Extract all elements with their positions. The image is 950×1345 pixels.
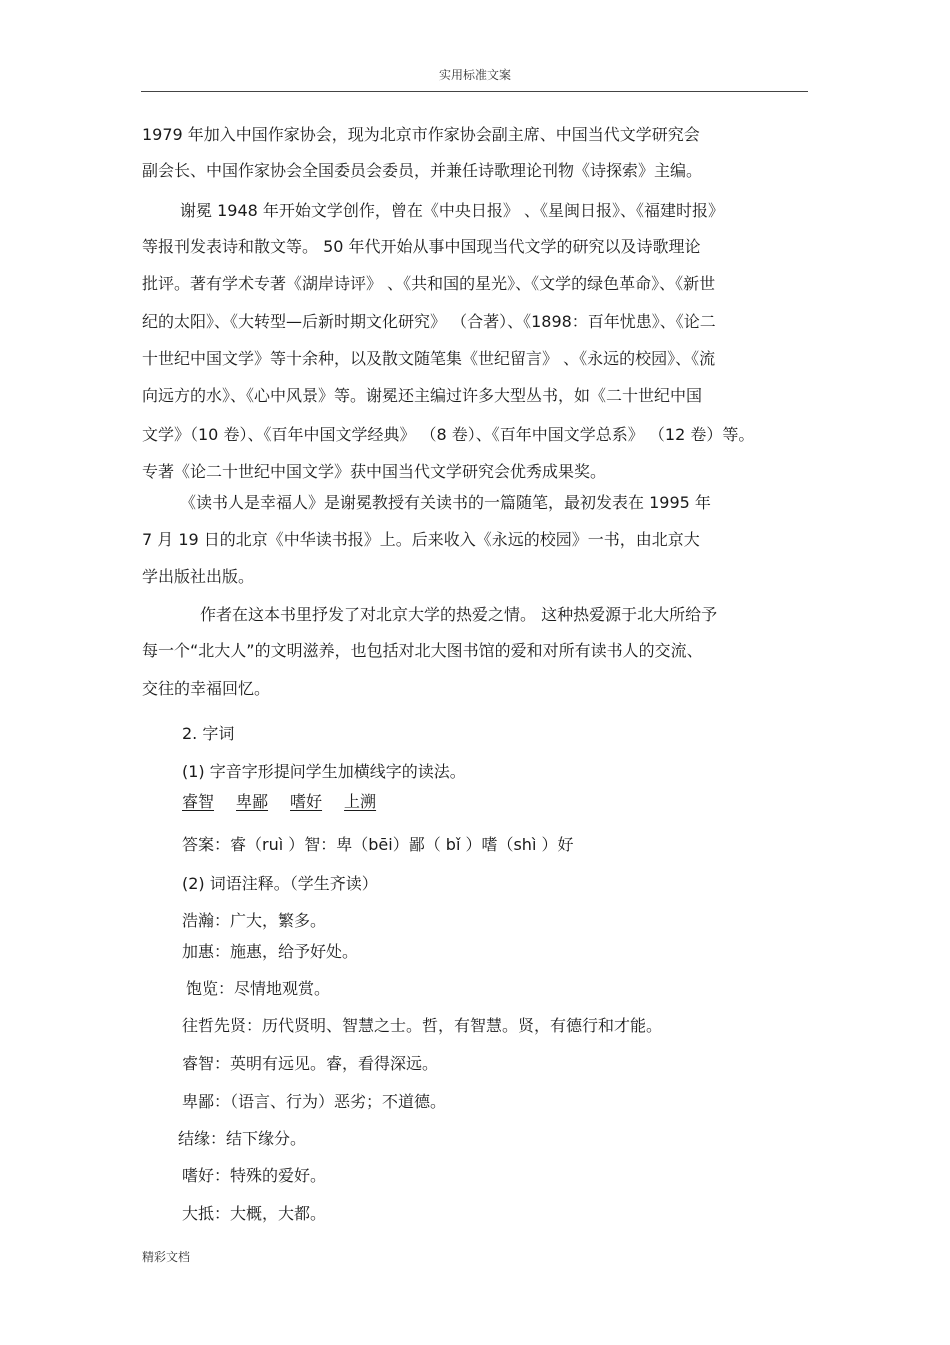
paragraph-line: 谢冕 1948 年开始文学创作，曾在《中央日报》 、《星闽日报》、《福建时报》 [180,201,724,220]
paragraph-line: 《读书人是幸福人》是谢冕教授有关读书的一篇随笔，最初发表在 1995 年 [180,493,711,512]
section-heading: 2. 字词 [182,724,235,743]
header-divider [141,91,808,92]
underlined-word: 卑鄙 [236,792,269,811]
answer-line: 答案：睿（ruì ）智：卑（bēi）鄙（ bǐ ）嗜（shì ）好 [182,835,574,854]
paragraph-line: 作者在这本书里抒发了对北京大学的热爱之情。 这种热爱源于北大所给予 [200,605,718,624]
glossary-item: 浩瀚：广大，繁多。 [182,911,327,930]
paragraph-line: 等报刊发表诗和散文等。 50 年代开始从事中国现当代文学的研究以及诗歌理论 [142,237,701,256]
paragraph-line: 专著《论二十世纪中国文学》获中国当代文学研究会优秀成果奖。 [142,462,607,481]
glossary-item: 饱览：尽情地观赏。 [186,979,331,998]
paragraph-line: 1979 年加入中国作家协会，现为北京市作家协会副主席、中国当代文学研究会 [142,125,700,144]
paragraph-line: 学出版社出版。 [142,567,255,586]
page-footer: 精彩文档 [142,1250,191,1264]
question-line: (1) 字音字形提问学生加横线字的读法。 [182,762,466,781]
paragraph-line: 纪的太阳》、《大转型—后新时期文化研究》 （合著）、《1898：百年忧患》、《论二 [142,312,716,331]
glossary-item: 嗜好：特殊的爱好。 [182,1166,327,1185]
glossary-item: 结缘：结下缘分。 [178,1129,307,1148]
underlined-word: 睿智 [182,792,215,811]
paragraph-line: 批评。著有学术专著《湖岸诗评》 、《共和国的星光》、《文学的绿色革命》、《新世 [142,274,716,293]
paragraph-line: 每一个“北大人”的文明滋养，也包括对北大图书馆的爱和对所有读书人的交流、 [142,641,703,660]
glossary-item: 卑鄙：（语言、行为）恶劣；不道德。 [182,1092,447,1111]
glossary-item: 加惠：施惠，给予好处。 [182,942,359,961]
paragraph-line: 副会长、中国作家协会全国委员会委员，并兼任诗歌理论刊物《诗探索》主编。 [142,161,703,180]
paragraph-line: 7 月 19 日的北京《中华读书报》上。后来收入《永远的校园》一书，由北京大 [142,530,700,549]
paragraph-line: 文学》（10 卷）、《百年中国文学经典》 （8 卷）、《百年中国文学总系》 （12 卷）等。 [142,425,755,444]
glossary-item: 睿智：英明有远见。睿，看得深远。 [182,1054,439,1073]
paragraph-line: 十世纪中国文学》等十余种，以及散文随笔集《世纪留言》 、《永远的校园》、《流 [142,349,716,368]
underlined-word: 嗜好 [290,792,323,811]
paragraph-line: 交往的幸福回忆。 [142,679,271,698]
glossary-item: 大抵：大概，大都。 [182,1204,327,1223]
underlined-words [182,791,376,813]
page-header: 实用标准文案 [438,68,511,82]
glossary-item: 往哲先贤：历代贤明、智慧之士。哲，有智慧。贤，有德行和才能。 [182,1016,663,1035]
paragraph-line: 向远方的水》、《心中风景》等。谢冕还主编过许多大型丛书，如《二十世纪中国 [142,386,703,405]
underlined-word: 上溯 [344,792,377,811]
question-line: (2) 词语注释。（学生齐读） [182,874,378,893]
